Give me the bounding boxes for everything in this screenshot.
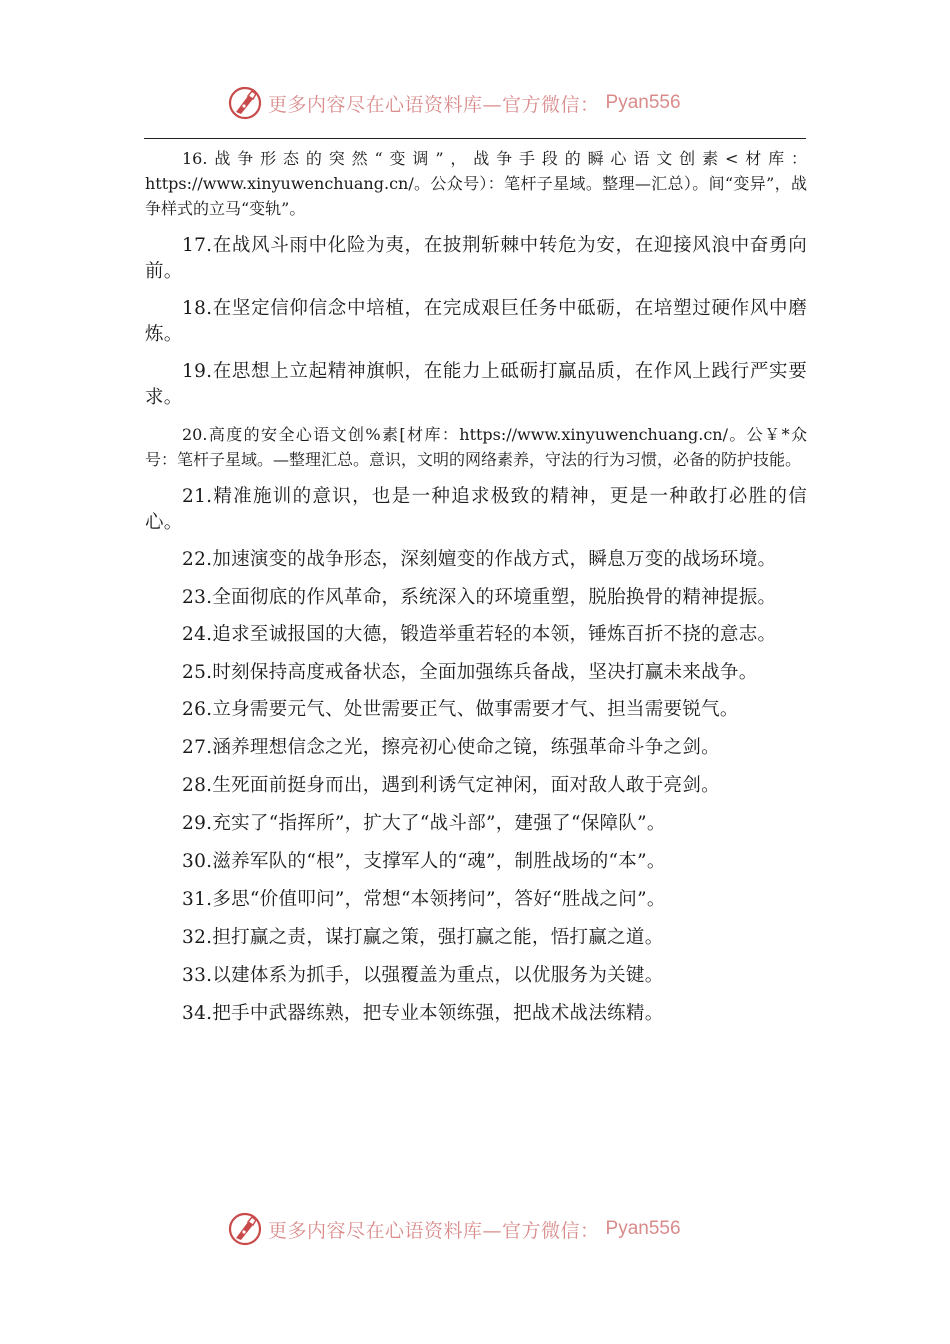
list-item: 33.以建体系为抓手，以强覆盖为重点，以优服务为关键。: [182, 965, 664, 986]
list-item: 32.担打赢之责，谋打赢之策，强打赢之能，悟打赢之道。: [182, 927, 664, 948]
list-item: 21.精准施训的意识，也是一种追求极致的精神，更是一种敢打必胜的信心。: [145, 486, 807, 533]
list-item: 22.加速演变的战争形态，深刻嬗变的作战方式，瞬息万变的战场环境。: [182, 549, 777, 570]
footer-banner-text: 更多内容尽在心语资料库—官方微信：: [268, 1219, 600, 1242]
list-item: 34.把手中武器练熟，把专业本领练强，把战术战法练精。: [182, 1003, 664, 1024]
list-item: 24.追求至诚报国的大德，锻造举重若轻的本领，锤炼百折不挠的意志。: [182, 624, 777, 645]
list-item: 29.充实了“指挥所”，扩大了“战斗部”，建强了“保障队”。: [182, 813, 666, 834]
pen-nib-logo-icon: [228, 1212, 262, 1246]
list-item: 19.在思想上立起精神旗帜，在能力上砥砺打赢品质，在作风上践行严实要求。: [145, 361, 807, 408]
document-body: [145, 146, 807, 1039]
header-wechat-id: Pyan556: [605, 92, 681, 113]
list-item: 20.高度的安全心语文创%素[材库：https://www.xinyuwenchuang.cn/。公￥*众号：笔杆子星域。—整理汇总。意识，文明的网络素养，守法的行为习惯，必备的防护技能。: [145, 425, 807, 469]
list-item: 23.全面彻底的作风革命，系统深入的环境重塑，脱胎换骨的精神提振。: [182, 586, 777, 608]
footer-banner: [228, 1212, 681, 1246]
list-item: 25.时刻保持高度戒备状态，全面加强练兵备战，坚决打赢未来战争。: [182, 661, 758, 683]
pen-nib-logo-icon: [228, 86, 262, 120]
header-banner-text: 更多内容尽在心语资料库—官方微信：: [268, 93, 600, 116]
list-item: 30.滋养军队的“根”，支撑军人的“魂”，制胜战场的“本”。: [182, 851, 666, 872]
list-item: 26.立身需要元气、处世需要正气、做事需要才气、担当需要锐气。: [182, 699, 739, 720]
list-item: 16.战争形态的突然“变调”，战争手段的瞬心语文创素<材库：https://www.xinyuwenchuang.cn/。公众号）：笔杆子星域。整理—汇总）。间“变异”，战争样式的立马“变轨”。: [145, 149, 807, 218]
header-banner: [228, 86, 681, 120]
footer-wechat-id: Pyan556: [605, 1218, 681, 1239]
list-item: 18.在坚定信仰信念中培植，在完成艰巨任务中砥砺，在培塑过硬作风中磨炼。: [145, 298, 807, 345]
list-item: 28.生死面前挺身而出，遇到利诱气定神闲，面对敌人敢于亮剑。: [182, 775, 720, 796]
list-item: 17.在战风斗雨中化险为夷，在披荆斩棘中转危为安，在迎接风浪中奋勇向前。: [145, 235, 807, 282]
header-divider: [144, 138, 806, 139]
list-item: 27.涵养理想信念之光，擦亮初心使命之镜，练强革命斗争之剑。: [182, 737, 720, 758]
list-item: 31.多思“价值叩问”，常想“本领拷问”，答好“胜战之问”。: [182, 889, 666, 910]
